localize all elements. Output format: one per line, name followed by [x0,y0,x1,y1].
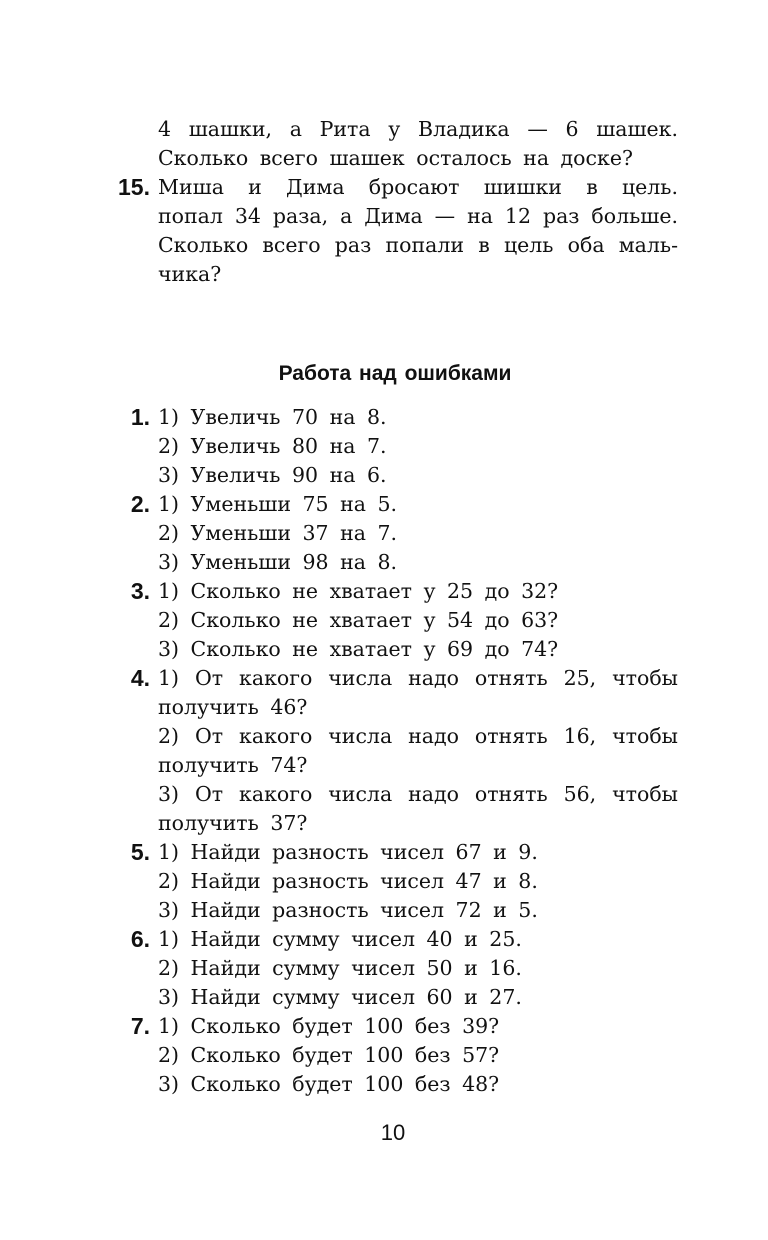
text-line: Миша и Дима бросают шишки в цель. [158,175,678,199]
text-line: 3) Сколько будет 100 без 48? [158,1072,500,1096]
section-title: Работа над ошибками [278,362,512,385]
text-line: чика? [158,262,222,286]
text-line: 2) Найди сумму чисел 50 и 16. [158,956,522,980]
page-content [0,115,768,1099]
text-line: 3) Увеличь 90 на 6. [158,463,387,487]
text-line: 1) Сколько будет 100 без 39? [158,1014,500,1038]
problem-number: 3. [130,578,150,604]
text-line: 3) Найди сумму чисел 60 и 27. [158,985,522,1009]
text-line: 2) Сколько будет 100 без 57? [158,1043,500,1067]
page-number: 10 [380,1120,406,1145]
text-line: получить 74? [158,753,308,777]
text-line: 3) Найди разность чисел 72 и 5. [158,898,538,922]
exercise [0,1012,768,1099]
text-line: 1) От какого числа надо отнять 25, чтобы [158,666,678,690]
exercise [0,838,768,925]
problem-number: 7. [130,1013,150,1039]
text-line: Сколько всего раз попали в цель оба маль- [158,233,678,257]
exercise [0,403,768,490]
text-line: 1) Найди сумму чисел 40 и 25. [158,927,522,951]
problem-number: 5. [130,839,150,865]
text-line: 2) Уменьши 37 на 7. [158,521,398,545]
text-line: попал 34 раза, а Дима — на 12 раз больше. [158,204,678,228]
problem-number: 15. [118,174,150,200]
continued-problem [0,115,768,173]
problem-number: 6. [130,926,150,952]
text-line: 1) Найди разность чисел 67 и 9. [158,840,538,864]
text-line: 4 шашки, а Рита у Владика — 6 шашек. [158,117,678,141]
exercise [0,664,768,838]
text-line: 2) Увеличь 80 на 7. [158,434,387,458]
text-line: 3) От какого числа надо отнять 56, чтобы [158,782,678,806]
problem-number: 1. [130,404,150,430]
problem-number: 4. [130,665,150,691]
exercise [0,577,768,664]
text-line: 1) Увеличь 70 на 8. [158,405,387,429]
text-line: Сколько всего шашек осталось на доске? [158,146,633,170]
text-line: 1) Сколько не хватает у 25 до 32? [158,579,559,603]
problem [0,173,768,289]
text-line: 2) Найди разность чисел 47 и 8. [158,869,538,893]
text-line: 3) Сколько не хватает у 69 до 74? [158,637,559,661]
text-line: 2) От какого числа надо отнять 16, чтобы [158,724,678,748]
exercise [0,925,768,1012]
text-line: 3) Уменьши 98 на 8. [158,550,398,574]
text-line: 2) Сколько не хватает у 54 до 63? [158,608,559,632]
exercise [0,490,768,577]
text-line: получить 37? [158,811,308,835]
text-line: получить 46? [158,695,308,719]
text-line: 1) Уменьши 75 на 5. [158,492,398,516]
problem-number: 2. [130,491,150,517]
